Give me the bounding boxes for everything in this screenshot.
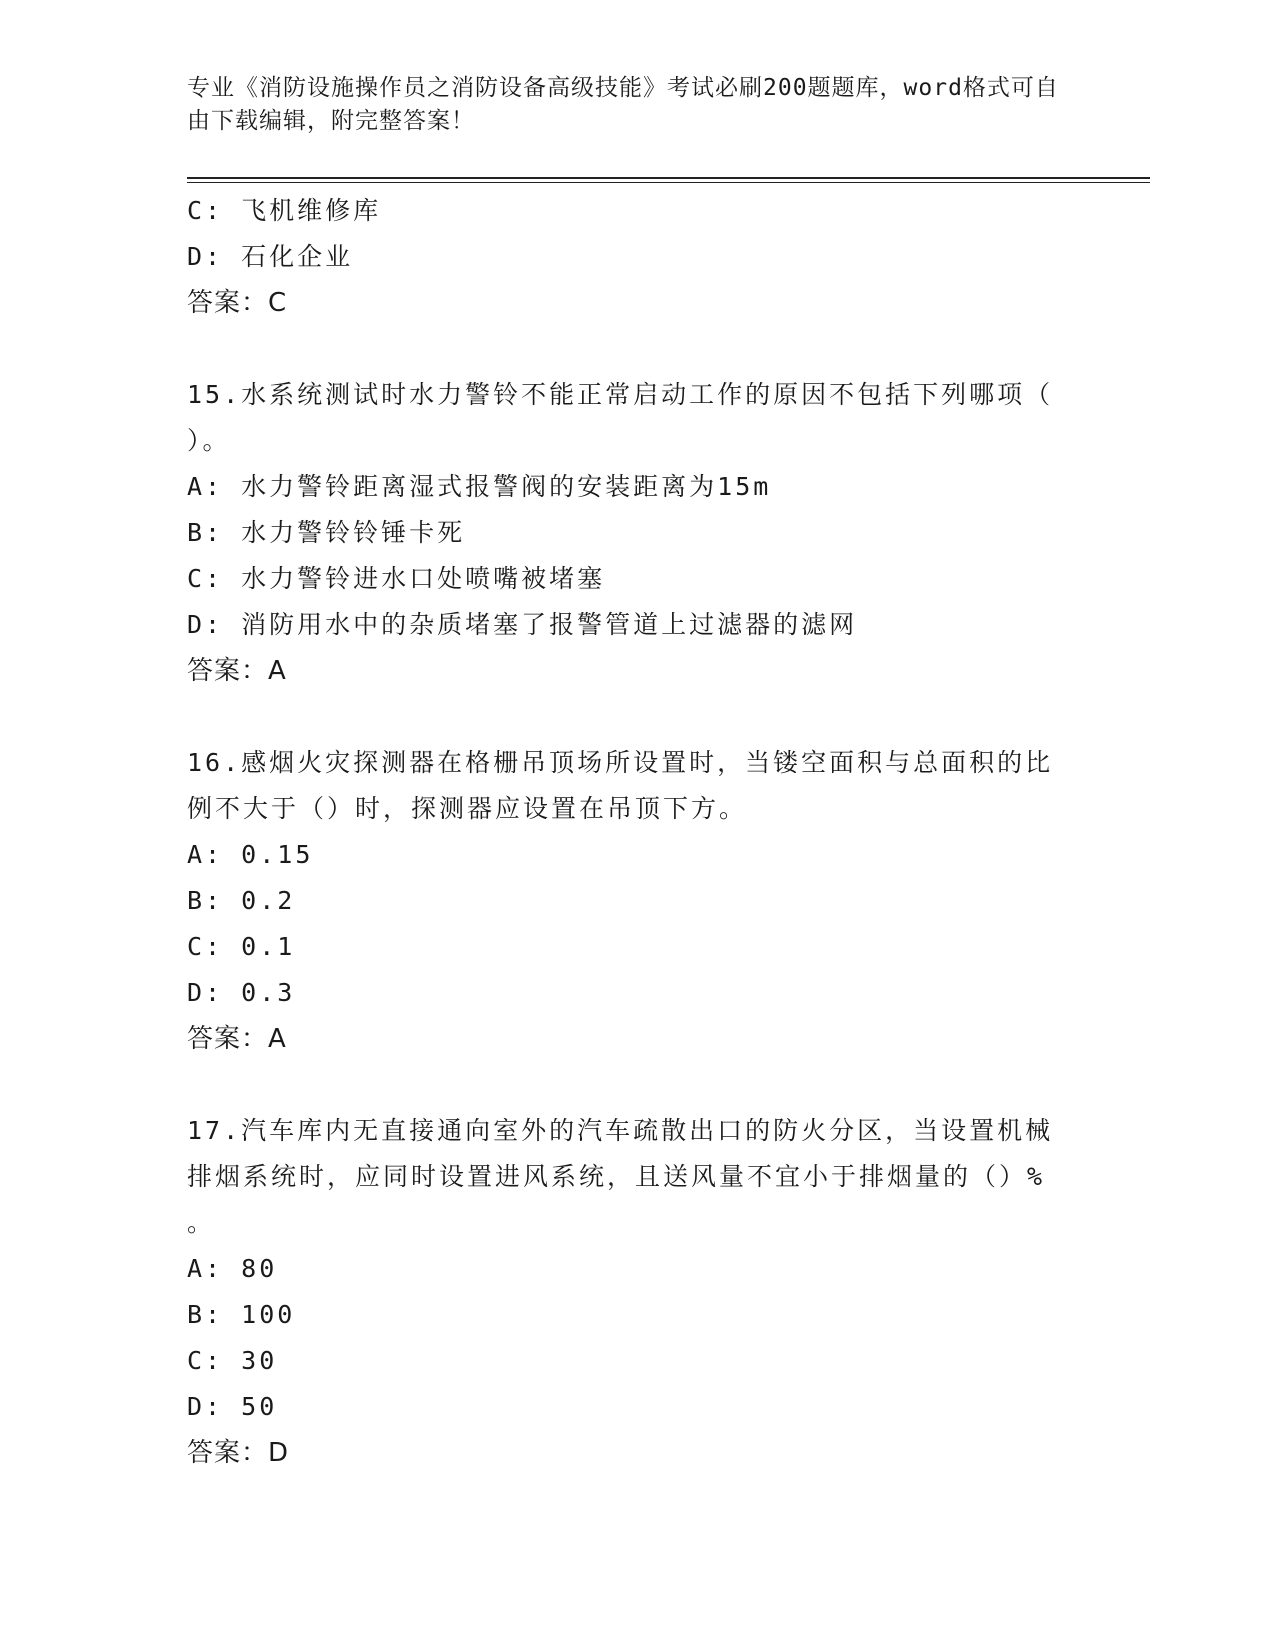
option-c: C: 30 (187, 1346, 278, 1375)
option-c: C: 飞机维修库 (187, 196, 382, 225)
header-divider-thin (187, 182, 1150, 183)
option-d: D: 50 (187, 1392, 278, 1421)
answer-line: 答案：A (187, 656, 287, 686)
header-divider (187, 177, 1150, 179)
option-a: A: 0.15 (187, 840, 314, 869)
option-b: B: 100 (187, 1300, 296, 1329)
option-b: B: 0.2 (187, 886, 296, 915)
question-15-title-cont: ）。 (187, 426, 231, 455)
question-16-title-cont: 例不大于（）时，探测器应设置在吊顶下方。 (187, 794, 748, 823)
question-16-title: 16.感烟火灾探测器在格栅吊顶场所设置时，当镂空面积与总面积的比 (187, 748, 1054, 777)
option-c: C: 水力警铃进水口处喷嘴被堵塞 (187, 564, 606, 593)
option-a: A: 水力警铃距离湿式报警阀的安装距离为15m (187, 472, 772, 501)
question-17-title: 17.汽车库内无直接通向室外的汽车疏散出口的防火分区，当设置机械 (187, 1116, 1054, 1145)
answer-line: 答案：A (187, 1024, 287, 1054)
answer-line: 答案：C (187, 288, 288, 318)
question-17-title-end: 。 (187, 1208, 216, 1237)
option-c: C: 0.1 (187, 932, 296, 961)
option-d: D: 0.3 (187, 978, 296, 1007)
question-list (187, 188, 1087, 1476)
option-b: B: 水力警铃铃锤卡死 (187, 518, 466, 547)
option-d: D: 石化企业 (187, 242, 354, 271)
question-15-title: 15.水系统测试时水力警铃不能正常启动工作的原因不包括下列哪项（ (187, 380, 1054, 409)
document-header (187, 72, 1067, 138)
option-a: A: 80 (187, 1254, 278, 1283)
option-d: D: 消防用水中的杂质堵塞了报警管道上过滤器的滤网 (187, 610, 858, 639)
question-17-title-cont: 排烟系统时，应同时设置进风系统，且送风量不宜小于排烟量的（）% (187, 1162, 1046, 1191)
answer-line: 答案：D (187, 1438, 290, 1468)
header-text: 专业《消防设施操作员之消防设备高级技能》考试必刷200题题库，word格式可自由下载编辑，附完整答案！ (187, 75, 1059, 134)
